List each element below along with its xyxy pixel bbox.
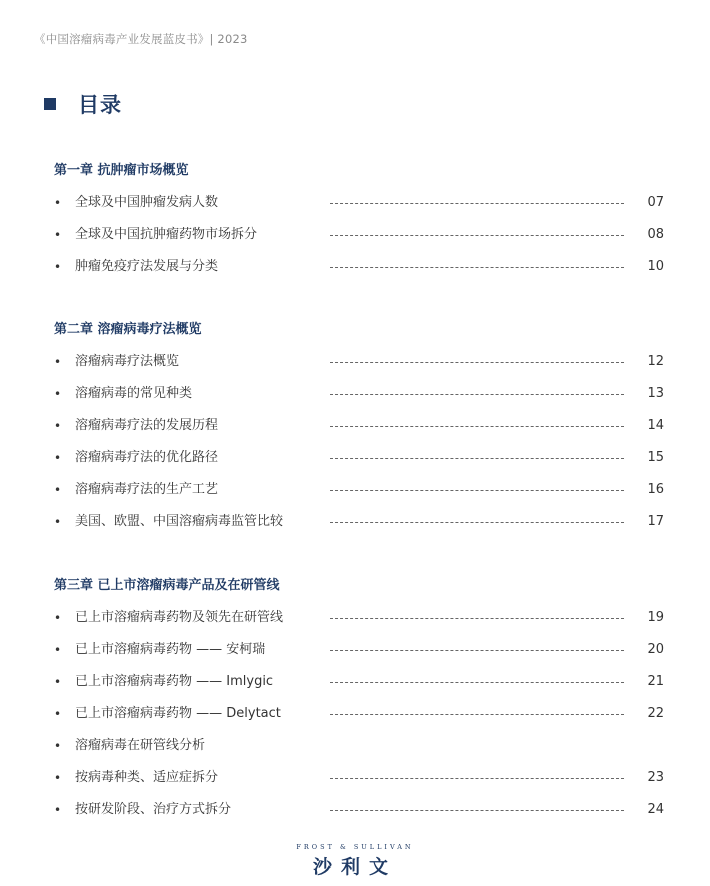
toc-entry-label: 溶瘤病毒疗法的发展历程 bbox=[75, 418, 219, 433]
dotted-leader bbox=[330, 394, 624, 395]
toc-entry-label: 肿瘤免疫疗法发展与分类 bbox=[75, 259, 219, 274]
bullet-icon: • bbox=[54, 675, 62, 689]
toc-entry[interactable] bbox=[54, 225, 664, 245]
dotted-leader bbox=[330, 458, 624, 459]
dotted-leader bbox=[330, 267, 624, 268]
toc-entry[interactable] bbox=[54, 257, 664, 277]
toc-entry-label: 按病毒种类、适应症拆分 bbox=[75, 770, 219, 785]
toc-entry[interactable] bbox=[54, 352, 664, 372]
chapter-title: 第三章 已上市溶瘤病毒产品及在研管线 bbox=[54, 578, 280, 593]
chapter-section bbox=[54, 321, 664, 529]
bullet-icon: • bbox=[54, 643, 62, 657]
toc-page-number: 24 bbox=[647, 802, 664, 817]
toc-entry-label: 溶瘤病毒疗法的生产工艺 bbox=[75, 482, 219, 497]
dotted-leader bbox=[330, 650, 624, 651]
toc-entry[interactable] bbox=[54, 608, 664, 628]
toc-entry[interactable] bbox=[54, 193, 664, 213]
toc-entry-label: 溶瘤病毒疗法概览 bbox=[75, 354, 180, 369]
bullet-icon: • bbox=[54, 228, 62, 242]
toc-page-number: 22 bbox=[647, 706, 664, 721]
toc-page-number: 17 bbox=[647, 514, 664, 529]
toc-entry-label: 按研发阶段、治疗方式拆分 bbox=[75, 802, 232, 817]
toc-page-number: 07 bbox=[647, 195, 664, 210]
heading-square-marker bbox=[44, 98, 56, 110]
toc-entry[interactable] bbox=[54, 416, 664, 436]
frost-sullivan-logo bbox=[0, 843, 710, 879]
toc-entry[interactable] bbox=[54, 512, 664, 532]
toc-page-number: 20 bbox=[647, 642, 664, 657]
toc-page-number: 19 bbox=[647, 610, 664, 625]
dotted-leader bbox=[330, 235, 624, 236]
toc-page-number: 12 bbox=[647, 354, 664, 369]
toc-page-number: 08 bbox=[647, 227, 664, 242]
dotted-leader bbox=[330, 426, 624, 427]
toc-entry[interactable] bbox=[54, 800, 664, 820]
bullet-icon: • bbox=[54, 707, 62, 721]
chapter-section bbox=[54, 577, 664, 817]
toc-page-number: 10 bbox=[647, 259, 664, 274]
bullet-icon: • bbox=[54, 515, 62, 529]
logo-chinese-text: 沙利文 bbox=[312, 856, 397, 878]
toc-entry-label: 已上市溶瘤病毒药物 —— Imlygic bbox=[75, 674, 274, 689]
bullet-icon: • bbox=[54, 611, 62, 625]
dotted-leader bbox=[330, 362, 624, 363]
toc-entry-label: 美国、欧盟、中国溶瘤病毒监管比较 bbox=[75, 514, 284, 529]
dotted-leader bbox=[330, 490, 624, 491]
toc-entry[interactable] bbox=[54, 640, 664, 660]
toc-entry[interactable] bbox=[54, 704, 664, 724]
chapter-title: 第一章 抗肿瘤市场概览 bbox=[54, 163, 189, 178]
dotted-leader bbox=[330, 778, 624, 779]
toc-page-number: 13 bbox=[647, 386, 664, 401]
toc-entry-label: 溶瘤病毒疗法的优化路径 bbox=[75, 450, 219, 465]
bullet-icon: • bbox=[54, 451, 62, 465]
dotted-leader bbox=[330, 203, 624, 204]
toc-entry-label: 溶瘤病毒的常见种类 bbox=[75, 386, 193, 401]
bullet-icon: • bbox=[54, 419, 62, 433]
toc-heading bbox=[44, 89, 122, 119]
dotted-leader bbox=[330, 618, 624, 619]
chapter-section bbox=[54, 162, 664, 274]
bullet-icon: • bbox=[54, 483, 62, 497]
toc-entry[interactable] bbox=[54, 672, 664, 692]
chapter-title: 第二章 溶瘤病毒疗法概览 bbox=[54, 322, 202, 337]
toc-page-number: 23 bbox=[647, 770, 664, 785]
document-header-note: 《中国溶瘤病毒产业发展蓝皮书》| 2023 bbox=[34, 32, 248, 46]
dotted-leader bbox=[330, 522, 624, 523]
toc-entry-label: 已上市溶瘤病毒药物及领先在研管线 bbox=[75, 610, 284, 625]
bullet-icon: • bbox=[54, 771, 62, 785]
bullet-icon: • bbox=[54, 260, 62, 274]
toc-entry-label: 全球及中国肿瘤发病人数 bbox=[75, 195, 219, 210]
toc-page-number: 15 bbox=[647, 450, 664, 465]
bullet-icon: • bbox=[54, 739, 62, 753]
toc-entry-label: 溶瘤病毒在研管线分析 bbox=[75, 738, 206, 753]
toc-title: 目录 bbox=[78, 93, 122, 117]
toc-entry-label: 已上市溶瘤病毒药物 —— 安柯瑞 bbox=[75, 642, 266, 657]
dotted-leader bbox=[330, 714, 624, 715]
dotted-leader bbox=[330, 810, 624, 811]
toc-entry[interactable] bbox=[54, 448, 664, 468]
bullet-icon: • bbox=[54, 196, 62, 210]
bullet-icon: • bbox=[54, 355, 62, 369]
toc-page-number: 16 bbox=[647, 482, 664, 497]
toc-entry-label: 已上市溶瘤病毒药物 —— Delytact bbox=[75, 706, 281, 721]
dotted-leader bbox=[330, 682, 624, 683]
bullet-icon: • bbox=[54, 387, 62, 401]
toc-page-number: 14 bbox=[647, 418, 664, 433]
logo-english-text: FROST & SULLIVAN bbox=[296, 843, 414, 851]
toc-entry[interactable] bbox=[54, 384, 664, 404]
toc-entry[interactable] bbox=[54, 736, 664, 756]
toc-page-number: 21 bbox=[647, 674, 664, 689]
toc-entry[interactable] bbox=[54, 768, 664, 788]
toc-entry[interactable] bbox=[54, 480, 664, 500]
toc-entry-label: 全球及中国抗肿瘤药物市场拆分 bbox=[75, 227, 258, 242]
bullet-icon: • bbox=[54, 803, 62, 817]
